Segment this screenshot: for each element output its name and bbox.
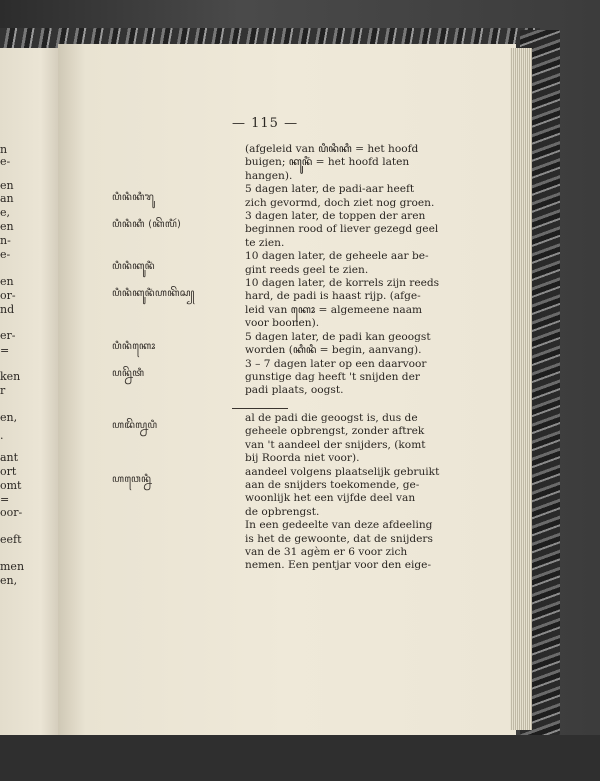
javanese-term: ꦥꦶꦤꦶꦏꦺꦴ	[112, 341, 156, 352]
javanese-term: ꦥꦶꦤꦶꦏꦶ (ꦏꦼꦭꦶꦂ)	[112, 219, 182, 230]
javanese-term: ꦥꦶꦤꦶꦏꦸꦤꦶꦁ	[112, 261, 155, 272]
margin-fragment: an	[0, 192, 14, 205]
text-line: nemen. Een pentjar voor den eige-	[245, 559, 432, 572]
text-line: leid van ꦏꦺꦴ = algemeene naam	[245, 303, 423, 316]
margin-fragment: r	[0, 384, 6, 397]
left-page	[0, 48, 58, 738]
text-line: aandeel volgens plaatselijk gebruikt	[245, 465, 440, 478]
page-number: — 115 —	[232, 116, 299, 131]
javanese-term: ꦥꦤ꧀ꦤꦼꦠꦶ	[112, 368, 145, 379]
margin-fragment: n	[0, 143, 8, 156]
text-line: In een gedeelte van deze afdeeling	[245, 519, 433, 532]
text-line: voor boonen).	[245, 317, 320, 330]
margin-fragment: n-	[0, 234, 11, 247]
text-line: zich gevormd, doch ziet nog groen.	[245, 196, 435, 209]
text-line: hangen).	[245, 169, 293, 182]
margin-fragment: e-	[0, 248, 11, 261]
text-line: aan de snijders toekomende, ge-	[245, 479, 420, 492]
text-line: van de 31 agèm er 6 voor zich	[245, 546, 408, 559]
margin-fragment: =	[0, 493, 10, 506]
text-line: 5 dagen later, de padi-aar heeft	[245, 183, 415, 196]
margin-fragment: en	[0, 275, 14, 288]
definition-text-block	[245, 143, 505, 398]
section-separator	[232, 408, 288, 409]
margin-fragment: en	[0, 220, 14, 233]
text-line: te zien.	[245, 236, 285, 249]
javanese-term: ꦲꦢꦼꦭ꧀ꦤꦥꦶ	[112, 420, 158, 431]
margin-fragment: men	[0, 560, 25, 573]
text-line: 3 – 7 dagen later op een daarvoor	[245, 357, 427, 370]
text-line: gunstige dag heeft 't snijden der	[245, 370, 420, 383]
text-line: bij Roorda niet voor).	[245, 452, 360, 465]
text-line: worden (ꦏꦶꦤꦶ = begin, aanvang).	[245, 344, 422, 357]
margin-fragment: en	[0, 179, 14, 192]
bottom-shadow	[0, 735, 600, 781]
text-line: beginnen rood of liever gezegd geel	[245, 223, 439, 236]
text-line: buigen; ꦏꦸꦤꦶꦁ = het hoofd laten	[245, 156, 410, 169]
margin-fragment: e,	[0, 206, 11, 219]
margin-fragment: er-	[0, 329, 16, 342]
text-line: 10 dagen later, de geheele aar be-	[245, 250, 429, 263]
text-line: de opbrengst.	[245, 505, 320, 518]
margin-fragment: ken	[0, 370, 21, 383]
javanese-term: ꦲꦮꦺꦤ꧀ꦤꦶ	[112, 474, 152, 485]
text-line: woonlijk het een vijfde deel van	[245, 492, 416, 505]
text-line: hard, de padi is haast rijp. (afge-	[245, 290, 421, 303]
text-line: van 't aandeel der snijders, (komt	[245, 438, 426, 451]
text-line: 3 dagen later, de toppen der aren	[245, 210, 426, 223]
margin-fragment: =	[0, 344, 10, 357]
margin-fragment: omt	[0, 479, 22, 492]
margin-fragment: en,	[0, 574, 18, 587]
text-line: (afgeleid van ꦥꦶꦤꦶꦏꦶ = het hoofd	[245, 143, 419, 155]
text-line: 5 dagen later, de padi kan geoogst	[245, 330, 431, 343]
definition-text-block-2	[245, 412, 505, 573]
text-line: padi plaats, oogst.	[245, 384, 344, 397]
margin-fragment: oor-	[0, 506, 23, 519]
javanese-term: ꦥꦶꦤꦶꦏꦶꦫꦸ	[112, 192, 155, 203]
text-line: gint reeds geel te zien.	[245, 263, 369, 276]
text-line: al de padi die geoogst is, dus de	[245, 412, 418, 424]
margin-fragment: .	[0, 429, 4, 442]
margin-fragment: nd	[0, 303, 15, 316]
text-line: 10 dagen later, de korrels zijn reeds	[245, 277, 440, 290]
page-stack	[510, 48, 532, 730]
margin-fragment: eeft	[0, 533, 22, 546]
margin-fragment: or-	[0, 289, 16, 302]
margin-fragment: e-	[0, 155, 11, 168]
javanese-term: ꦥꦶꦤꦶꦏꦸꦤꦶꦁꦲꦏꦼꦱ꧀	[112, 288, 195, 299]
margin-fragment: ort	[0, 465, 17, 478]
margin-fragment: ant	[0, 451, 19, 464]
text-line: geheele opbrengst, zonder aftrek	[245, 425, 425, 438]
text-line: is het de gewoonte, dat de snijders	[245, 532, 433, 545]
margin-fragment: en,	[0, 411, 18, 424]
